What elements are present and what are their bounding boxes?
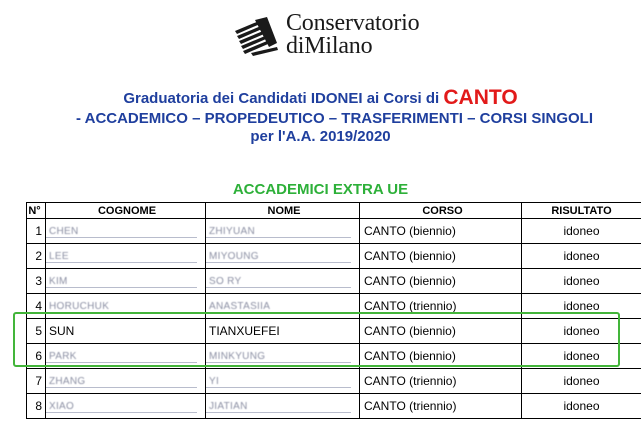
cognome-cell bbox=[46, 319, 206, 343]
cognome-cell bbox=[46, 219, 206, 243]
piano-keys-logo-icon bbox=[233, 17, 283, 57]
risultato-cell: idoneo bbox=[563, 274, 600, 288]
nome-cell-text: YI bbox=[209, 375, 220, 387]
table-row bbox=[26, 219, 641, 244]
candidates-table bbox=[26, 202, 641, 419]
cognome-cell bbox=[46, 269, 206, 293]
header-corso: CORSO bbox=[360, 203, 522, 218]
underline-decoration bbox=[46, 387, 197, 388]
academic-year: per l'A.A. 2019/2020 bbox=[250, 128, 391, 145]
risultato-cell: idoneo bbox=[563, 399, 600, 413]
cognome-cell-text: PARK bbox=[49, 350, 77, 362]
cognome-cell-text: XIAO bbox=[49, 400, 75, 412]
nome-cell bbox=[206, 269, 360, 293]
nome-cell-text: JIATIAN bbox=[209, 400, 248, 412]
header-nome: NOME bbox=[206, 203, 360, 218]
title-highlight-word: CANTO bbox=[443, 86, 518, 109]
table-row bbox=[26, 369, 641, 394]
corso-cell: CANTO (triennio) bbox=[360, 294, 522, 318]
corso-cell: CANTO (biennio) bbox=[360, 269, 522, 293]
underline-decoration bbox=[206, 387, 351, 388]
nome-cell bbox=[206, 344, 360, 368]
header-risultato: RISULTATO bbox=[551, 204, 612, 217]
document-title bbox=[0, 86, 641, 110]
row-number: 8 bbox=[26, 394, 46, 418]
nome-cell-text: MINKYUNG bbox=[209, 350, 266, 362]
nome-cell bbox=[206, 219, 360, 243]
conservatorio-logo bbox=[233, 8, 463, 58]
header-number: N° bbox=[26, 203, 46, 218]
corso-cell: CANTO (triennio) bbox=[360, 394, 522, 418]
risultato-cell: idoneo bbox=[563, 324, 600, 338]
table-row bbox=[26, 294, 641, 319]
risultato-cell: idoneo bbox=[563, 249, 600, 263]
cognome-cell bbox=[46, 344, 206, 368]
risultato-cell: idoneo bbox=[563, 349, 600, 363]
nome-cell-text: ANASTASIIA bbox=[209, 300, 271, 312]
underline-decoration bbox=[206, 262, 351, 263]
nome-cell-text: ZHIYUAN bbox=[209, 225, 255, 237]
underline-decoration bbox=[206, 362, 351, 363]
nome-cell bbox=[206, 369, 360, 393]
header-cognome: COGNOME bbox=[46, 203, 206, 218]
table-row bbox=[26, 319, 641, 344]
cognome-cell bbox=[46, 294, 206, 318]
row-number: 6 bbox=[26, 344, 46, 368]
cognome-cell-text: ZHANG bbox=[49, 375, 86, 387]
corso-cell: CANTO (biennio) bbox=[360, 219, 522, 243]
underline-decoration bbox=[46, 287, 197, 288]
row-number: 1 bbox=[26, 219, 46, 243]
underline-decoration bbox=[46, 237, 197, 238]
underline-decoration bbox=[46, 312, 197, 313]
document-subtitle: - ACCADEMICO – PROPEDEUTICO – TRASFERIMENTI – CORSI SINGOLI bbox=[76, 110, 593, 127]
table-row bbox=[26, 394, 641, 419]
row-number: 5 bbox=[26, 319, 46, 343]
cognome-cell bbox=[46, 369, 206, 393]
logo-line-1: Conservatorio bbox=[286, 10, 420, 36]
nome-cell-text: MIYOUNG bbox=[209, 250, 259, 262]
section-title: ACCADEMICI EXTRA UE bbox=[232, 181, 409, 198]
title-prefix: Graduatoria dei Candidati IDONEI ai Corsi di bbox=[123, 90, 440, 107]
underline-decoration bbox=[46, 362, 197, 363]
row-number: 4 bbox=[26, 294, 46, 318]
row-number: 2 bbox=[26, 244, 46, 268]
logo-line-2: diMilano bbox=[286, 33, 373, 59]
underline-decoration bbox=[46, 262, 197, 263]
nome-cell bbox=[206, 394, 360, 418]
row-number: 7 bbox=[26, 369, 46, 393]
cognome-cell-text: HORUCHUK bbox=[49, 300, 110, 312]
cognome-cell bbox=[46, 244, 206, 268]
nome-cell bbox=[206, 294, 360, 318]
logo-wordmark bbox=[286, 12, 419, 58]
underline-decoration bbox=[206, 287, 351, 288]
nome-cell-text: SO RY bbox=[209, 275, 242, 287]
risultato-cell: idoneo bbox=[563, 299, 600, 313]
underline-decoration bbox=[206, 237, 351, 238]
corso-cell: CANTO (biennio) bbox=[360, 244, 522, 268]
corso-cell: CANTO (biennio) bbox=[360, 344, 522, 368]
underline-decoration bbox=[206, 312, 351, 313]
table-row bbox=[26, 244, 641, 269]
nome-cell-text: TIANXUEFEI bbox=[209, 324, 280, 338]
risultato-cell: idoneo bbox=[563, 374, 600, 388]
underline-decoration bbox=[46, 412, 197, 413]
nome-cell bbox=[206, 244, 360, 268]
risultato-cell: idoneo bbox=[563, 224, 600, 238]
nome-cell bbox=[206, 319, 360, 343]
cognome-cell-text: KIM bbox=[49, 275, 68, 287]
table-row bbox=[26, 344, 641, 369]
table-header-row bbox=[26, 202, 641, 219]
cognome-cell bbox=[46, 394, 206, 418]
cognome-cell-text: CHEN bbox=[49, 225, 79, 237]
corso-cell: CANTO (biennio) bbox=[360, 319, 522, 343]
corso-cell: CANTO (triennio) bbox=[360, 369, 522, 393]
table-row bbox=[26, 269, 641, 294]
row-number: 3 bbox=[26, 269, 46, 293]
cognome-cell-text: SUN bbox=[49, 324, 75, 338]
cognome-cell-text: LEE bbox=[49, 250, 69, 262]
underline-decoration bbox=[206, 412, 351, 413]
